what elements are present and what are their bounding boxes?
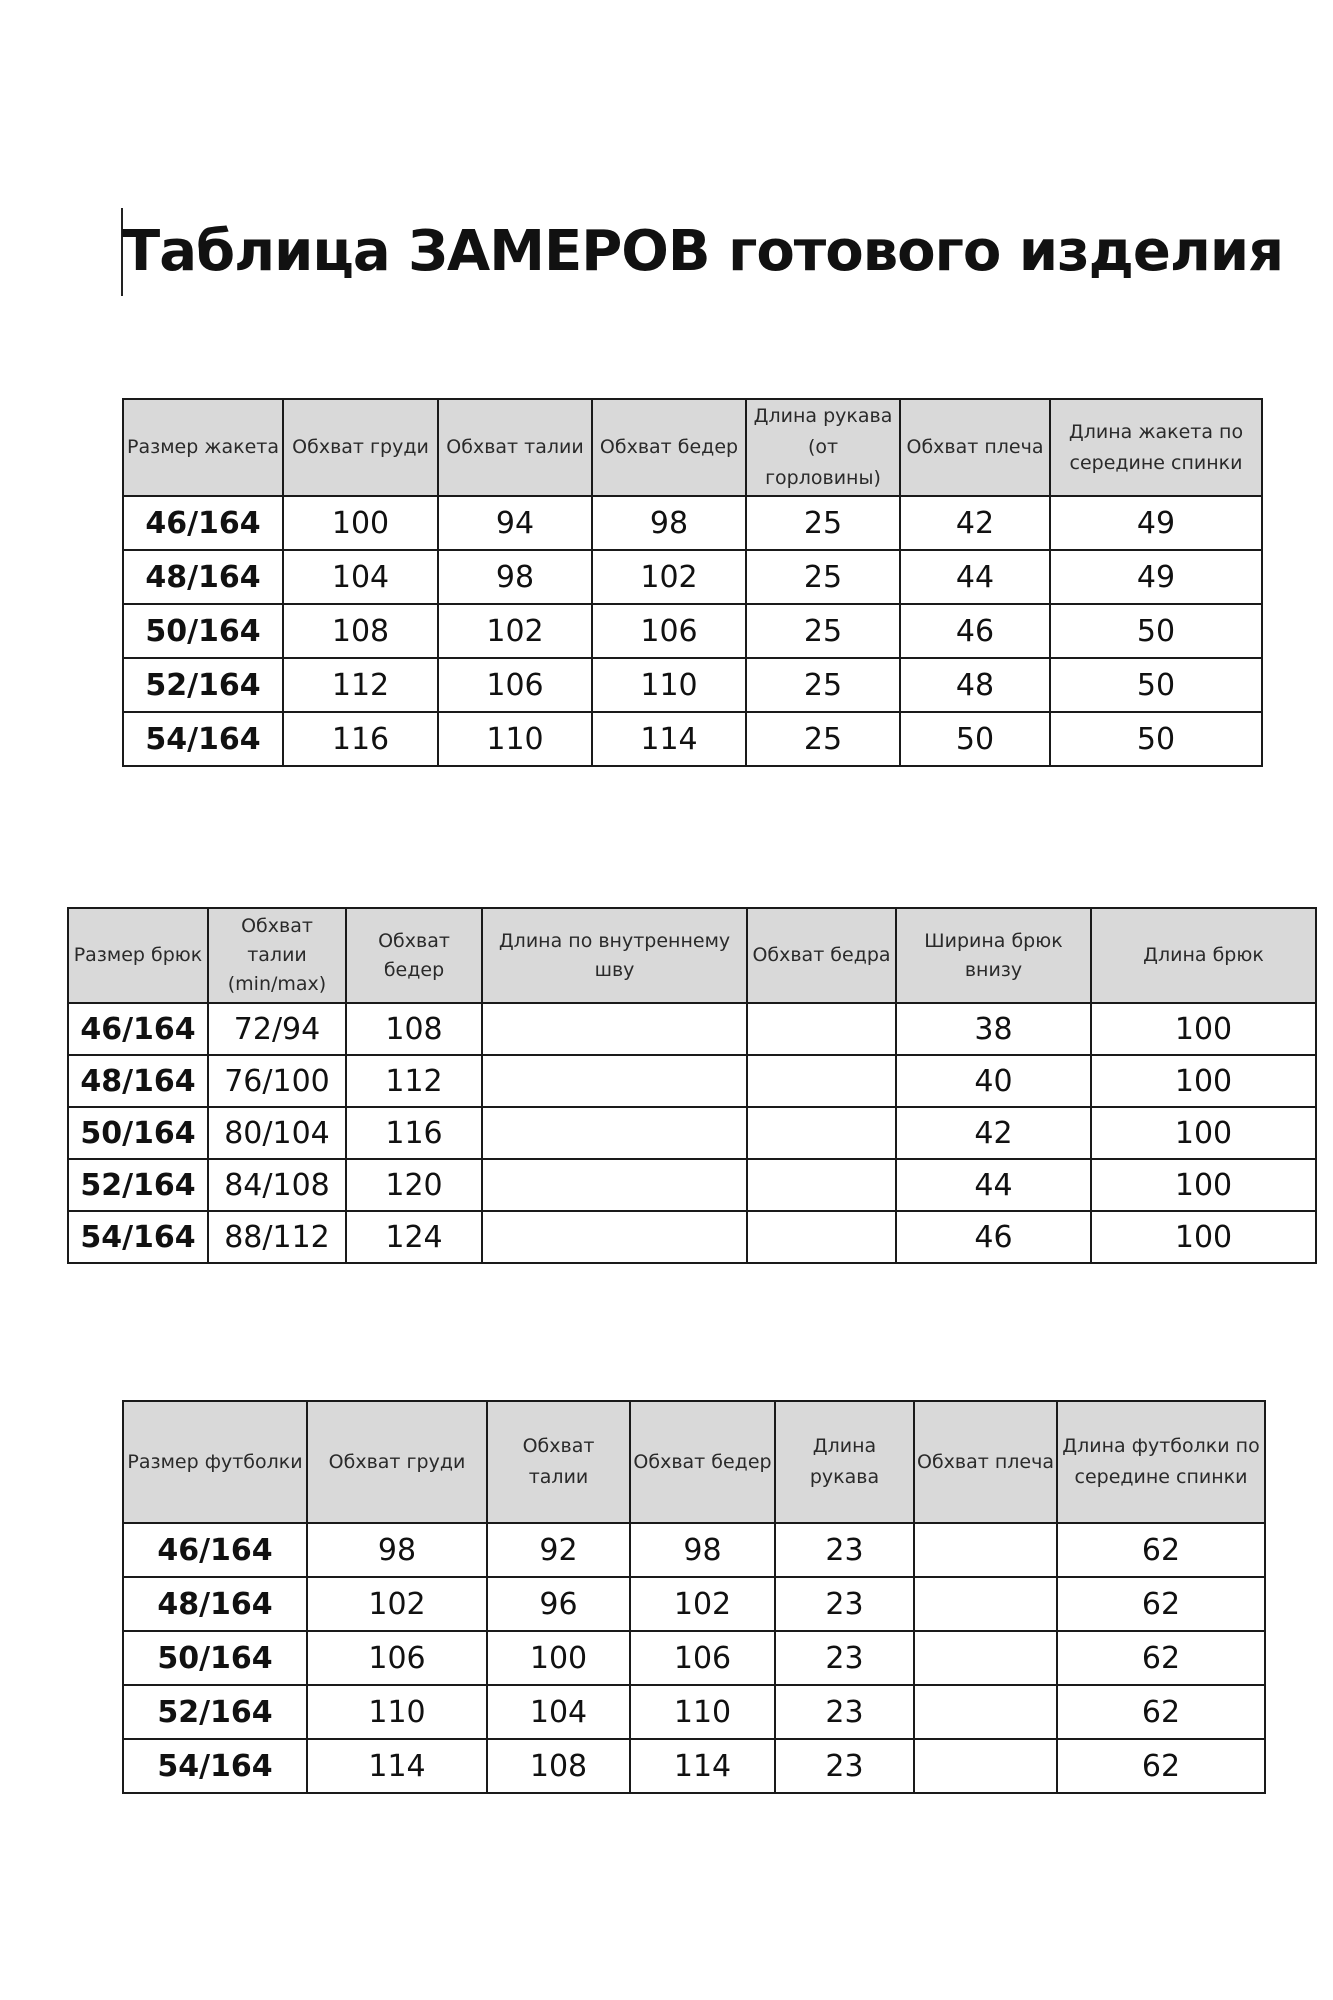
value-cell: 25 — [746, 496, 900, 550]
table-row — [68, 1211, 1316, 1263]
column-header-label: Обхват талии (min/max) — [227, 915, 327, 995]
value-cell — [747, 1211, 896, 1263]
column-header-label: Размер жакета — [127, 436, 279, 458]
value-cell: 124 — [346, 1211, 482, 1263]
size-cell: 48/164 — [123, 550, 283, 604]
value-cell: 50 — [900, 712, 1050, 766]
column-header — [283, 399, 438, 496]
value-cell: 62 — [1057, 1523, 1265, 1577]
value-cell: 40 — [896, 1055, 1091, 1107]
value-cell — [482, 1107, 747, 1159]
pants-measurements-table — [67, 907, 1317, 1264]
column-header-label: Обхват плеча — [906, 436, 1044, 458]
column-header-label: Размер футболки — [127, 1450, 303, 1473]
value-cell: 114 — [592, 712, 746, 766]
column-header-label: Длина футболки по середине спинки — [1062, 1435, 1260, 1488]
jacket-measurements-table — [122, 398, 1263, 767]
header-row — [123, 399, 1262, 496]
value-cell: 46 — [896, 1211, 1091, 1263]
column-header — [346, 908, 482, 1003]
value-cell: 50 — [1050, 604, 1262, 658]
column-header-label: Длина по внутреннему шву — [498, 929, 731, 981]
table-row — [68, 1107, 1316, 1159]
size-cell: 46/164 — [123, 496, 283, 550]
table-row — [123, 496, 1262, 550]
size-cell: 54/164 — [68, 1211, 208, 1263]
value-cell — [914, 1685, 1057, 1739]
value-cell: 116 — [346, 1107, 482, 1159]
value-cell: 98 — [592, 496, 746, 550]
table-row — [68, 1159, 1316, 1211]
value-cell — [747, 1107, 896, 1159]
table-row — [123, 604, 1262, 658]
column-header — [1050, 399, 1262, 496]
column-header-label: Длина брюк — [1143, 944, 1264, 966]
value-cell — [914, 1739, 1057, 1793]
value-cell: 110 — [438, 712, 592, 766]
column-header-label: Обхват бедер — [599, 436, 739, 458]
column-header — [438, 399, 592, 496]
value-cell — [747, 1159, 896, 1211]
tshirt-measurements-table — [122, 1400, 1266, 1794]
table-row — [123, 1631, 1265, 1685]
value-cell: 114 — [630, 1739, 775, 1793]
value-cell: 98 — [438, 550, 592, 604]
value-cell: 106 — [630, 1631, 775, 1685]
value-cell: 44 — [896, 1159, 1091, 1211]
value-cell: 46 — [900, 604, 1050, 658]
value-cell: 120 — [346, 1159, 482, 1211]
value-cell: 100 — [487, 1631, 630, 1685]
value-cell: 84/108 — [208, 1159, 346, 1211]
value-cell: 108 — [346, 1003, 482, 1055]
table-row — [123, 1523, 1265, 1577]
value-cell: 76/100 — [208, 1055, 346, 1107]
column-header — [68, 908, 208, 1003]
column-header-label: Ширина брюк внизу — [924, 929, 1063, 981]
size-cell: 52/164 — [68, 1159, 208, 1211]
value-cell: 100 — [1091, 1055, 1316, 1107]
size-cell: 48/164 — [68, 1055, 208, 1107]
value-cell: 48 — [900, 658, 1050, 712]
column-header — [747, 908, 896, 1003]
column-header-label: Обхват бедер — [633, 1450, 772, 1473]
value-cell: 38 — [896, 1003, 1091, 1055]
value-cell: 108 — [283, 604, 438, 658]
table-row — [123, 658, 1262, 712]
value-cell: 116 — [283, 712, 438, 766]
value-cell: 112 — [283, 658, 438, 712]
column-header — [914, 1401, 1057, 1523]
column-header-label: Длина рукава (от горловины) — [753, 405, 893, 489]
column-header-label: Обхват бедра — [752, 944, 891, 966]
value-cell: 102 — [438, 604, 592, 658]
column-header — [1091, 908, 1316, 1003]
size-cell: 50/164 — [68, 1107, 208, 1159]
value-cell: 100 — [1091, 1003, 1316, 1055]
column-header — [630, 1401, 775, 1523]
value-cell: 114 — [307, 1739, 487, 1793]
table-row — [123, 1685, 1265, 1739]
value-cell: 98 — [630, 1523, 775, 1577]
value-cell: 49 — [1050, 550, 1262, 604]
value-cell: 23 — [775, 1577, 914, 1631]
column-header — [123, 399, 283, 496]
column-header — [123, 1401, 307, 1523]
value-cell: 25 — [746, 658, 900, 712]
column-header — [482, 908, 747, 1003]
value-cell: 23 — [775, 1739, 914, 1793]
header-row — [123, 1401, 1265, 1523]
value-cell: 98 — [307, 1523, 487, 1577]
size-cell: 46/164 — [68, 1003, 208, 1055]
value-cell: 50 — [1050, 712, 1262, 766]
value-cell: 62 — [1057, 1577, 1265, 1631]
value-cell: 94 — [438, 496, 592, 550]
value-cell: 92 — [487, 1523, 630, 1577]
size-cell: 50/164 — [123, 604, 283, 658]
size-cell: 54/164 — [123, 1739, 307, 1793]
value-cell: 50 — [1050, 658, 1262, 712]
value-cell — [747, 1003, 896, 1055]
value-cell — [914, 1577, 1057, 1631]
column-header-label: Обхват плеча — [917, 1450, 1054, 1473]
value-cell: 104 — [283, 550, 438, 604]
table-row — [68, 1003, 1316, 1055]
value-cell: 108 — [487, 1739, 630, 1793]
column-header — [746, 399, 900, 496]
size-cell: 50/164 — [123, 1631, 307, 1685]
column-header — [307, 1401, 487, 1523]
value-cell: 88/112 — [208, 1211, 346, 1263]
value-cell: 96 — [487, 1577, 630, 1631]
table-row — [123, 1739, 1265, 1793]
table-row — [123, 550, 1262, 604]
column-header-label: Обхват талии — [522, 1435, 595, 1488]
column-header-label: Длина рукава — [809, 1435, 880, 1488]
value-cell: 106 — [307, 1631, 487, 1685]
value-cell: 62 — [1057, 1739, 1265, 1793]
value-cell: 110 — [630, 1685, 775, 1739]
column-header-label: Обхват груди — [292, 436, 429, 458]
value-cell: 102 — [630, 1577, 775, 1631]
value-cell: 25 — [746, 550, 900, 604]
column-header-label: Обхват бедер — [378, 929, 450, 981]
value-cell: 100 — [283, 496, 438, 550]
size-cell: 48/164 — [123, 1577, 307, 1631]
value-cell: 106 — [592, 604, 746, 658]
value-cell: 100 — [1091, 1211, 1316, 1263]
value-cell: 104 — [487, 1685, 630, 1739]
value-cell: 42 — [900, 496, 1050, 550]
table-row — [123, 1577, 1265, 1631]
column-header — [487, 1401, 630, 1523]
column-header — [896, 908, 1091, 1003]
value-cell: 110 — [592, 658, 746, 712]
value-cell — [482, 1211, 747, 1263]
value-cell: 62 — [1057, 1685, 1265, 1739]
column-header-label: Длина жакета по середине спинки — [1068, 420, 1244, 474]
column-header — [775, 1401, 914, 1523]
value-cell: 62 — [1057, 1631, 1265, 1685]
column-header — [1057, 1401, 1265, 1523]
value-cell: 23 — [775, 1631, 914, 1685]
table-row — [123, 712, 1262, 766]
page-title: Таблица ЗАМЕРОВ готового изделия — [122, 219, 1284, 284]
value-cell: 49 — [1050, 496, 1262, 550]
size-cell: 52/164 — [123, 658, 283, 712]
column-header-label: Размер брюк — [73, 944, 203, 966]
column-header-label: Обхват груди — [328, 1450, 466, 1473]
header-row — [68, 908, 1316, 1003]
value-cell: 100 — [1091, 1159, 1316, 1211]
column-header-label: Обхват талии — [446, 436, 584, 458]
size-cell: 46/164 — [123, 1523, 307, 1577]
size-cell: 52/164 — [123, 1685, 307, 1739]
value-cell: 100 — [1091, 1107, 1316, 1159]
value-cell: 25 — [746, 604, 900, 658]
value-cell: 112 — [346, 1055, 482, 1107]
value-cell: 23 — [775, 1685, 914, 1739]
value-cell: 23 — [775, 1523, 914, 1577]
column-header — [592, 399, 746, 496]
value-cell — [914, 1631, 1057, 1685]
value-cell: 102 — [307, 1577, 487, 1631]
column-header — [900, 399, 1050, 496]
column-header — [208, 908, 346, 1003]
value-cell — [747, 1055, 896, 1107]
value-cell: 25 — [746, 712, 900, 766]
value-cell — [914, 1523, 1057, 1577]
table-row — [68, 1055, 1316, 1107]
value-cell — [482, 1055, 747, 1107]
value-cell: 72/94 — [208, 1003, 346, 1055]
value-cell — [482, 1159, 747, 1211]
value-cell: 42 — [896, 1107, 1091, 1159]
value-cell — [482, 1003, 747, 1055]
value-cell: 102 — [592, 550, 746, 604]
value-cell: 44 — [900, 550, 1050, 604]
value-cell: 80/104 — [208, 1107, 346, 1159]
value-cell: 106 — [438, 658, 592, 712]
size-cell: 54/164 — [123, 712, 283, 766]
value-cell: 110 — [307, 1685, 487, 1739]
